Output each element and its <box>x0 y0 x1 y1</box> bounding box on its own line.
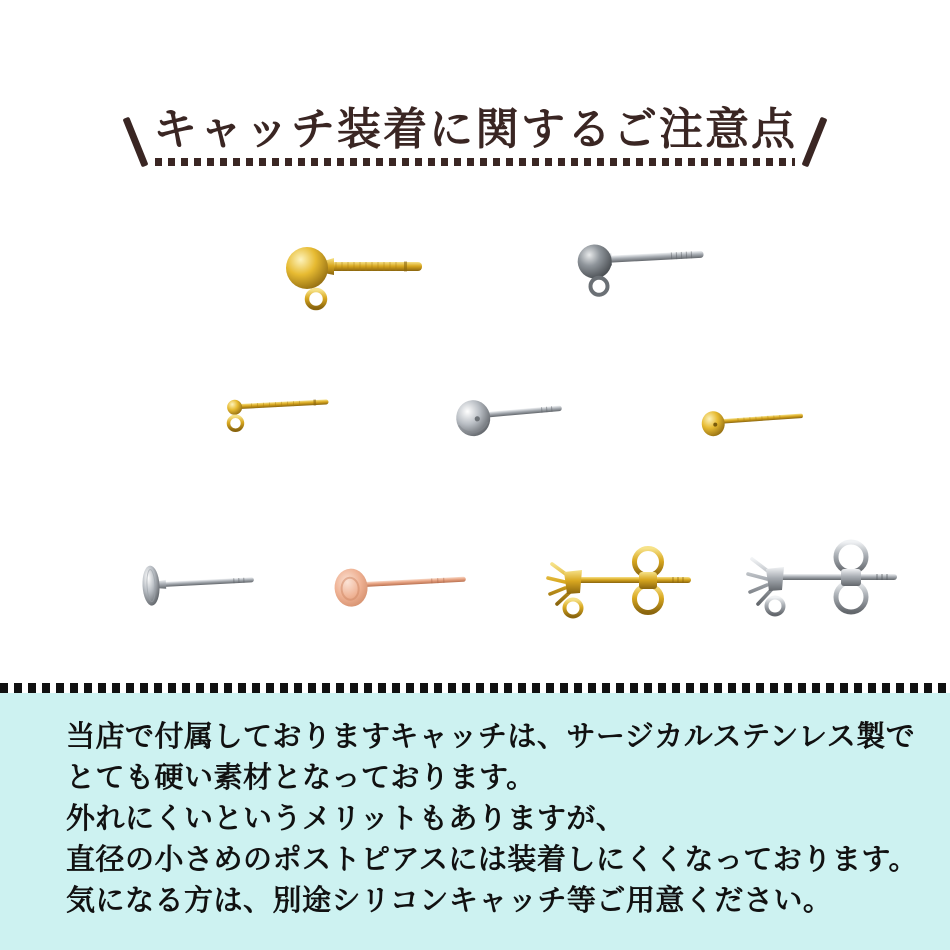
silver-prong-butterfly-illustration <box>745 536 903 636</box>
title-slash-decoration <box>802 117 828 168</box>
product-gold-prong-post-with-butterfly-catch <box>545 541 697 635</box>
gold-prong-butterfly-illustration <box>545 541 697 635</box>
page-title: キャッチ装着に関するご注意点 <box>153 104 797 166</box>
notice-line: 当店で付属しておりますキャッチは、サージカルステンレス製で <box>66 721 916 753</box>
notice-line: 外れにくいというメリットもありますが、 <box>66 803 626 835</box>
product-gold-small-ball-post <box>221 387 335 439</box>
gold-cup-post-illustration <box>697 394 808 443</box>
product-gold-cup-post <box>697 394 808 443</box>
notice-line: 直径の小さめのポストピアスには装着しにくくなっております。 <box>66 844 919 876</box>
product-silver-flat-pad-post <box>137 557 264 611</box>
product-gold-ball-post-large <box>278 236 428 316</box>
product-dark-silver-ball-post <box>570 228 713 303</box>
rose-gold-flat-pad-post-illustration <box>331 554 474 615</box>
silver-cup-post-illustration <box>450 383 569 445</box>
product-silver-cup-post <box>450 383 569 445</box>
silver-flat-pad-post-illustration <box>137 557 264 611</box>
product-rose-gold-flat-pad-post <box>331 554 474 615</box>
notice-line: とても硬い素材となっております。 <box>66 762 536 794</box>
dotted-divider <box>0 683 950 693</box>
notice-line: 気になる方は、別途シリコンキャッチ等ご用意ください。 <box>66 885 833 917</box>
page-title-row <box>0 104 950 184</box>
gold-small-ball-post-illustration <box>221 387 335 439</box>
silver-ball-post-illustration <box>570 228 713 303</box>
product-silver-prong-post-with-butterfly-catch <box>745 536 903 636</box>
notice-section <box>0 693 950 950</box>
gold-ball-post-illustration <box>278 236 428 316</box>
title-backslash-decoration <box>123 117 149 168</box>
